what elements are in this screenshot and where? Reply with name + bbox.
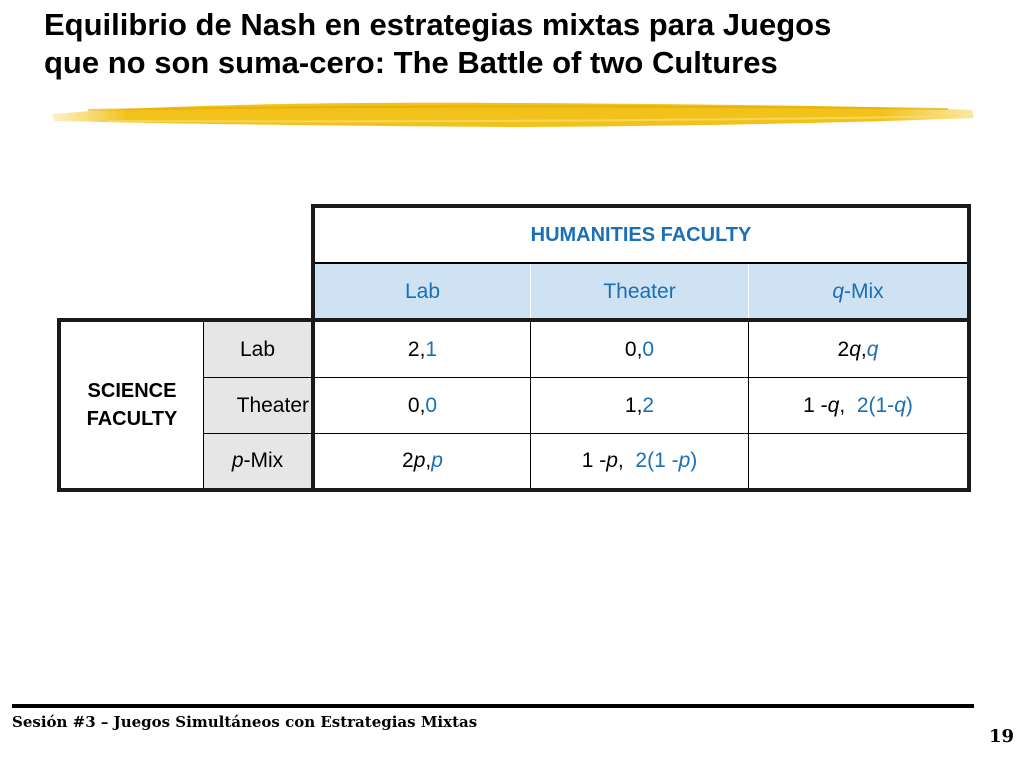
- column-divider: [530, 264, 531, 319]
- mix-label: -Mix: [243, 449, 284, 472]
- row-header-lab: Lab: [204, 322, 311, 377]
- slide-title-line-1: Equilibrio de Nash en estrategias mixtas para Juegos: [44, 7, 832, 42]
- q-variable: q: [827, 393, 840, 417]
- separator: ,: [425, 449, 432, 472]
- column-header-lab: Lab: [315, 264, 530, 319]
- q-variable: q: [832, 279, 845, 303]
- humanities-payoff: 2(1 -: [635, 449, 679, 472]
- humanities-payoff: 0: [425, 393, 438, 417]
- footer-rule: [12, 704, 974, 708]
- q-variable: q: [894, 393, 906, 417]
- humanities-payoff: 1: [425, 337, 438, 361]
- highlighter-stroke: [48, 94, 978, 134]
- payoff-p-mix-theater: [531, 434, 748, 488]
- q-variable: q: [849, 337, 861, 361]
- payoff-p-mix-lab: [315, 434, 530, 488]
- separator: ,: [860, 337, 867, 361]
- science-payoff: 2: [402, 449, 414, 472]
- payoff-lab-lab: [315, 322, 530, 377]
- payoff-lab-q-mix: [749, 322, 967, 377]
- humanities-payoff: 2(1-: [856, 393, 895, 417]
- row-player-label-line-2: FACULTY: [86, 408, 178, 430]
- row-header-p-mix: [204, 434, 311, 488]
- column-header-theater: Theater: [531, 264, 748, 319]
- payoff-p-mix-q-mix-empty: [749, 434, 967, 488]
- slide-title: [44, 6, 1004, 82]
- science-payoff: 0,: [624, 337, 643, 361]
- science-payoff: 2,: [407, 337, 426, 361]
- column-header-q-mix: [749, 264, 967, 319]
- p-variable: p: [413, 449, 426, 472]
- row-header-theater: Theater: [204, 378, 311, 433]
- p-variable: p: [606, 449, 618, 472]
- p-variable: p: [231, 449, 244, 472]
- column-divider: [748, 264, 749, 319]
- humanities-payoff: 2: [642, 393, 655, 417]
- humanities-payoff: p: [431, 449, 443, 472]
- separator: ,: [617, 449, 636, 472]
- page-number: 19: [988, 726, 1014, 747]
- row-player-label-line-1: SCIENCE: [87, 380, 177, 402]
- science-payoff: 0,: [407, 393, 426, 417]
- row-player-label: [61, 322, 203, 488]
- payoff-lab-theater: [531, 322, 748, 377]
- humanities-payoff-close: ): [690, 449, 698, 472]
- footer-session-label: Sesión #3 – Juegos Simultáneos con Estrategias Mixtas: [12, 713, 478, 731]
- row-divider: [204, 377, 311, 378]
- science-payoff: 1 -: [581, 449, 607, 472]
- humanities-payoff: 0: [642, 337, 655, 361]
- payoff-theater-theater: [531, 378, 748, 433]
- humanities-payoff-close: ): [905, 393, 913, 417]
- row-divider: [204, 433, 311, 434]
- science-payoff: 1 -: [803, 393, 828, 417]
- slide-title-line-2: que no son suma-cero: The Battle of two Cultures: [44, 45, 778, 80]
- column-player-label: HUMANITIES FACULTY: [530, 224, 752, 246]
- payoff-theater-lab: [315, 378, 530, 433]
- humanities-payoff: q: [866, 337, 879, 361]
- payoff-theater-q-mix: [749, 378, 967, 433]
- p-variable: p: [678, 449, 691, 472]
- science-payoff: 2: [837, 337, 850, 361]
- separator: ,: [839, 393, 857, 417]
- mix-label: -Mix: [844, 279, 884, 303]
- science-payoff: 1,: [624, 393, 643, 417]
